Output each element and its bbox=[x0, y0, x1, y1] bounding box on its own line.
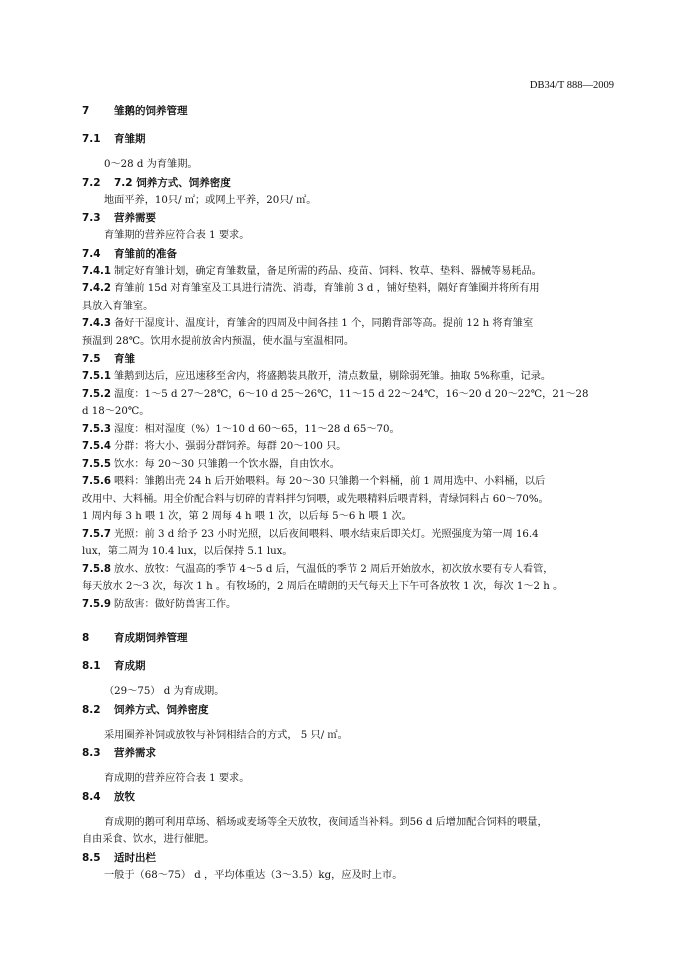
item-number: 7.5.7 bbox=[82, 528, 112, 540]
section-title: 育雏期 bbox=[114, 133, 146, 145]
item-text: 每天放水 2～3 次，每次 1 h 。有牧场的，2 周后在晴朗的天气每天上下午可各放牧 1 次，每次 1～2 h 。 bbox=[82, 581, 564, 592]
item-number: 7.5.8 bbox=[82, 563, 112, 575]
item-text: 预温到 28℃。饮用水提前放舍内预温，使水温与室温相同。 bbox=[82, 335, 355, 347]
section-title: 雏鹅的饲养管理 bbox=[114, 105, 188, 117]
section-title: 育成期 bbox=[114, 660, 146, 672]
paragraph: （29～75） d 为育成期。 bbox=[104, 686, 225, 697]
list-item bbox=[82, 386, 614, 421]
item-text: 湿度：相对湿度（%）1～10 d 60～65，11～28 d 65～70。 bbox=[114, 423, 400, 435]
paragraph-line: 育成期的鹅可利用草场、稻场或麦场等全天放牧，夜间适当补料。到56 d 后增加配合饲料的喂量， bbox=[104, 816, 548, 828]
document-body bbox=[82, 100, 614, 884]
section-number: 8.2 bbox=[82, 703, 101, 716]
list-item bbox=[82, 280, 614, 315]
item-text: d 18～20℃。 bbox=[82, 406, 150, 417]
section-number: 7.2 bbox=[82, 176, 101, 189]
item-number: 7.5.9 bbox=[82, 598, 112, 610]
item-text: 1 周内每 3 h 喂 1 次，第 2 周每 4 h 喂 1 次，以后每 5～6 h 喂 1 次。 bbox=[82, 511, 412, 522]
list-item bbox=[82, 438, 614, 456]
section-title: 育成期饲养管理 bbox=[114, 632, 188, 644]
section-8-1-heading bbox=[82, 657, 614, 675]
item-text: lux，第二周为 10.4 lux，以后保持 5.1 lux。 bbox=[82, 546, 293, 557]
item-number: 7.5.6 bbox=[82, 476, 112, 487]
item-text: 雏鹅到达后，应迅速移至舍内，将盛鹅装具散开，清点数量，剔除弱死雏。抽取 5%称重，记录。 bbox=[114, 371, 552, 382]
section-7-3-heading bbox=[82, 209, 614, 227]
item-text: 具放入育雏室。 bbox=[82, 300, 154, 312]
item-text: 放水、放牧：气温高的季节 4～5 d 后，气温低的季节 2 周后开始放水，初次放水要有专人看管， bbox=[114, 563, 554, 575]
item-number: 7.5.5 bbox=[82, 458, 112, 470]
list-item bbox=[82, 526, 614, 561]
paragraph: 地面平养，10只/ ㎡；或网上平养，20只/ ㎡。 bbox=[104, 194, 317, 206]
item-text: 喂料：雏鹅出壳 24 h 后开始喂料。每 20～30 只雏鹅一个料桶，前 1 周用选中、小料桶，以后 bbox=[114, 476, 546, 487]
list-item bbox=[82, 456, 614, 474]
item-text: 备好干湿度计、温度计，育雏舍的四周及中间各挂 1 个，同鹅背部等高。提前 12 h 将育雏室 bbox=[114, 318, 534, 329]
paragraph: 采用圈养补饲或放牧与补饲相结合的方式， 5 只/ ㎡。 bbox=[104, 729, 348, 741]
list-item bbox=[82, 368, 614, 386]
section-title: 育雏 bbox=[114, 353, 135, 365]
item-number: 7.4.1 bbox=[82, 265, 112, 277]
item-number: 7.4.2 bbox=[82, 283, 112, 294]
item-text: 饮水：每 20～30 只雏鹅一个饮水器，自由饮水。 bbox=[114, 458, 340, 470]
section-number: 7 bbox=[82, 105, 90, 117]
section-8-4-heading bbox=[82, 788, 614, 806]
paragraph: 育雏期的营养应符合表 1 要求。 bbox=[104, 230, 250, 241]
section-8-2-heading bbox=[82, 701, 614, 719]
section-number: 7.4 bbox=[82, 247, 101, 260]
list-item bbox=[82, 315, 614, 350]
list-item bbox=[82, 561, 614, 596]
section-7-1-heading bbox=[82, 130, 614, 148]
item-text: 光照：前 3 d 给予 23 小时光照，以后夜间喂料、喂水结束后即关灯。光照强度为第一周 16.4 bbox=[114, 528, 539, 540]
section-number: 8.5 bbox=[82, 851, 101, 864]
paragraph-line: 自由采食、饮水，进行催肥。 bbox=[82, 834, 215, 845]
section-number: 7.1 bbox=[82, 133, 101, 145]
section-7-2-heading bbox=[82, 174, 614, 192]
section-title: 适时出栏 bbox=[114, 851, 156, 864]
section-title: 育雏前的准备 bbox=[114, 247, 177, 260]
item-number: 7.5.3 bbox=[82, 423, 112, 435]
section-title: 营养需求 bbox=[114, 747, 156, 759]
section-number: 7.3 bbox=[82, 212, 101, 224]
paragraph: 育成期的营养应符合表 1 要求。 bbox=[104, 773, 250, 784]
section-8-5-heading bbox=[82, 849, 614, 867]
list-item bbox=[82, 421, 614, 439]
section-title: 营养需要 bbox=[114, 212, 156, 224]
item-text: 温度：1～5 d 27～28℃，6～10 d 25～26℃，11～15 d 22～24℃，16～20 d 20～22℃，21～28 bbox=[114, 388, 589, 400]
paragraph bbox=[82, 814, 614, 849]
section-number: 8.1 bbox=[82, 660, 101, 672]
section-title: 7.2 饲养方式、饲养密度 bbox=[114, 176, 231, 189]
item-text: 分群：将大小、强弱分群饲养。每群 20～100 只。 bbox=[114, 441, 347, 452]
list-item bbox=[82, 473, 614, 526]
section-number: 8.3 bbox=[82, 747, 101, 759]
item-number: 7.4.3 bbox=[82, 318, 112, 329]
section-number: 8.4 bbox=[82, 790, 101, 803]
item-number: 7.5.4 bbox=[82, 441, 112, 452]
document-code: DB34/T 888—2009 bbox=[529, 80, 614, 91]
item-text: 制定好育雏计划，确定育雏数量，备足所需的药品、疫苗、饲料、牧草、垫料、器械等易耗品。 bbox=[114, 265, 542, 277]
item-text: 防敌害：做好防兽害工作。 bbox=[114, 598, 237, 610]
section-7-heading bbox=[82, 100, 614, 122]
list-item bbox=[82, 263, 614, 281]
section-title: 放牧 bbox=[114, 790, 135, 803]
section-7-5-heading bbox=[82, 350, 614, 368]
section-8-3-heading bbox=[82, 744, 614, 762]
item-text: 改用中、大料桶。用全价配合料与切碎的青料拌匀饲喂，或先喂精料后喂青料，青绿饲料占 60～70%。 bbox=[82, 493, 549, 505]
item-number: 7.5.2 bbox=[82, 388, 112, 400]
section-title: 饲养方式、饲养密度 bbox=[114, 703, 209, 716]
list-item bbox=[82, 596, 614, 614]
section-7-4-heading bbox=[82, 245, 614, 263]
section-number: 7.5 bbox=[82, 353, 101, 365]
paragraph: 一般于（68～75） d ，平均体重达（3～3.5）kg，应及时上市。 bbox=[104, 869, 403, 881]
item-text: 育雏前 15d 对育雏室及工具进行清洗、消毒，育雏前 3 d ，铺好垫料，隔好育雏圈并将所有用 bbox=[114, 283, 540, 294]
paragraph: 0～28 d 为育雏期。 bbox=[104, 159, 198, 170]
section-number: 8 bbox=[82, 632, 90, 644]
section-8-heading bbox=[82, 627, 614, 649]
item-number: 7.5.1 bbox=[82, 371, 112, 382]
